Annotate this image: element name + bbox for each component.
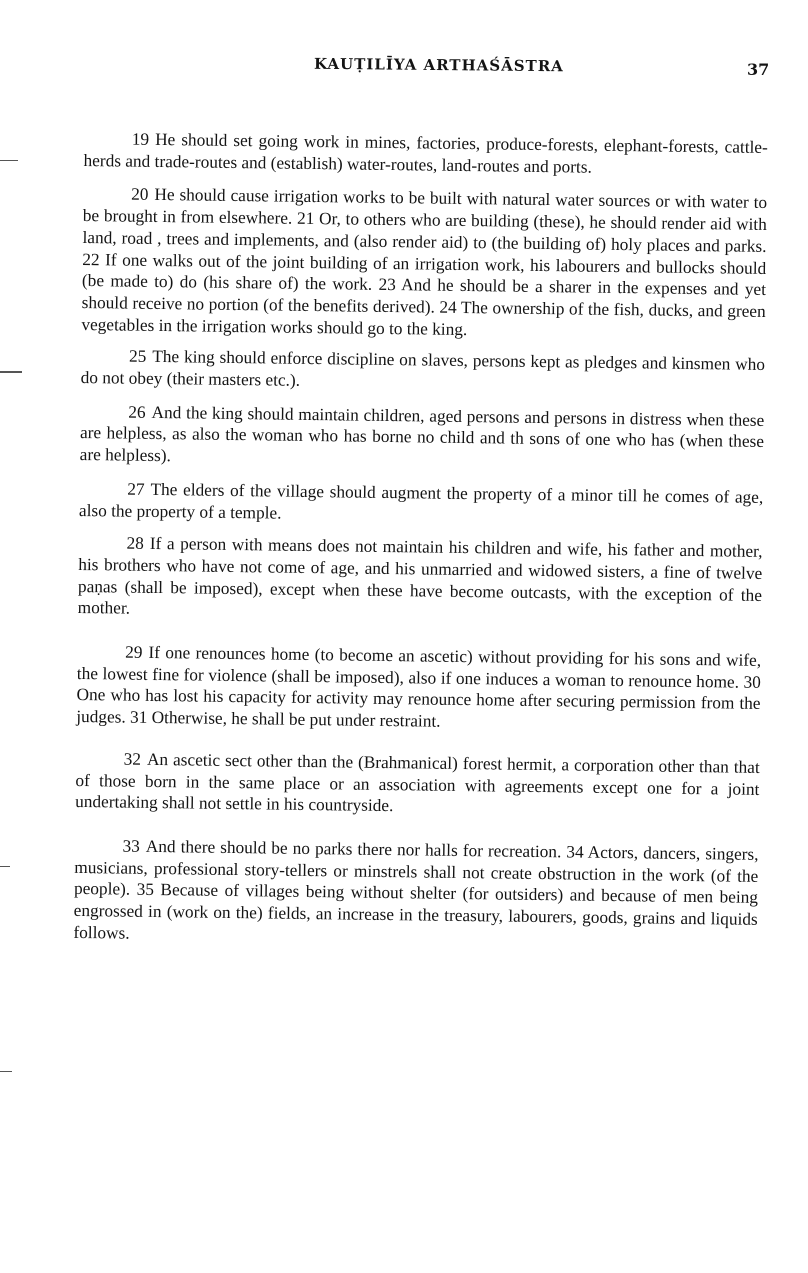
margin-mark bbox=[0, 160, 18, 161]
paragraph-text: He should set going work in mines, factories, produce-forests, elephant-forests, cattle-herds and trade-routes and (establish) water-routes, land-routes and ports. bbox=[83, 129, 768, 177]
paragraph-number: 28 bbox=[126, 533, 144, 554]
paragraph-number: 29 bbox=[125, 642, 143, 662]
paragraph-25 bbox=[81, 345, 766, 397]
page-number: 37 bbox=[747, 60, 770, 79]
body-text bbox=[73, 128, 768, 952]
paragraph-20 bbox=[81, 183, 767, 344]
paragraph-28 bbox=[78, 532, 763, 628]
paragraph-32 bbox=[75, 748, 760, 822]
margin-mark bbox=[0, 371, 22, 373]
margin-mark bbox=[0, 866, 10, 867]
running-title: KAUṬILĪYA ARTHAŚĀSTRA bbox=[313, 54, 564, 76]
paragraph-number: 20 bbox=[131, 185, 149, 205]
paragraph-29 bbox=[76, 641, 761, 737]
margin-mark bbox=[0, 1071, 12, 1072]
paragraph-33 bbox=[73, 835, 758, 952]
paragraph-number: 33 bbox=[122, 836, 141, 856]
paragraph-text: And the king should maintain children, aged persons and persons in distress when these are helpless, as also the woman who has borne no child and th sons of one who has (when these are helpless). bbox=[79, 402, 765, 466]
paragraph-text: If a person with means does not maintain his children and wife, his father and mother, his brothers who have not come of age, and his unmarried and widowed sisters, a fine of twelve paṇas (shall be imposed), except when these have become outcasts, with the exception of the mother. bbox=[77, 534, 763, 619]
paragraph-text: The king should enforce discipline on slaves, persons kept as pledges and kinsmen who do not obey (their masters etc.). bbox=[80, 347, 766, 390]
paragraph-text: And there should be no parks there nor halls for recreation. 34 Actors, dancers, singers, musicians, professional story-tellers or minstrels shall not create obstruction in the work (of the people). 35 Because of villages being without shelter (for outsiders) and because of men being engrossed in (work on the) fields, an increase in the treasury, labourers, goods, grains and liquids follows. bbox=[73, 836, 759, 943]
paragraph-27 bbox=[79, 478, 764, 530]
paragraph-text: An ascetic sect other than the (Brahmanical) forest hermit, a corporation other than that of those born in the same place or an association with agreements except one for a joint undertaking shall not settle in his countryside. bbox=[75, 749, 760, 816]
paragraph-number: 19 bbox=[131, 129, 150, 149]
paragraph-number: 25 bbox=[128, 346, 147, 367]
paragraph-number: 26 bbox=[128, 402, 146, 422]
paragraph-text: He should cause irrigation works to be built with natural water sources or with water to be brought in from elsewhere. 21 Or, to others who are building (these), he should render aid with land, road , trees and implements, and (also render aid) to (the building of) holy places and parks. 22 If one walks out of the joint building of an irrigation work, his labourers and bullocks should (be made to) do (his share of) the work. 23 And he should be a sharer in the expenses and yet should receive no portion (of the benefits derived). 24 The ownership of the fish, ducks, and green vegetables in the irrigation works should go to the king. bbox=[81, 185, 768, 339]
paragraph-number: 32 bbox=[123, 749, 142, 769]
paragraph-number: 27 bbox=[127, 479, 145, 499]
paragraph-text: If one renounces home (to become an ascetic) without providing for his sons and wife, the lowest fine for violence (shall be imposed), also if one induces a woman to renounce home. 30 One who has lost his capacity for activity may renounce home after securing permission from the judges. 31 Otherwise, he shall be put under restraint. bbox=[76, 642, 762, 731]
paragraph-19 bbox=[83, 128, 768, 180]
paragraph-26 bbox=[80, 401, 765, 475]
paragraph-text: The elders of the village should augment the property of a minor till he comes of age, also the property of a temple. bbox=[78, 479, 764, 523]
